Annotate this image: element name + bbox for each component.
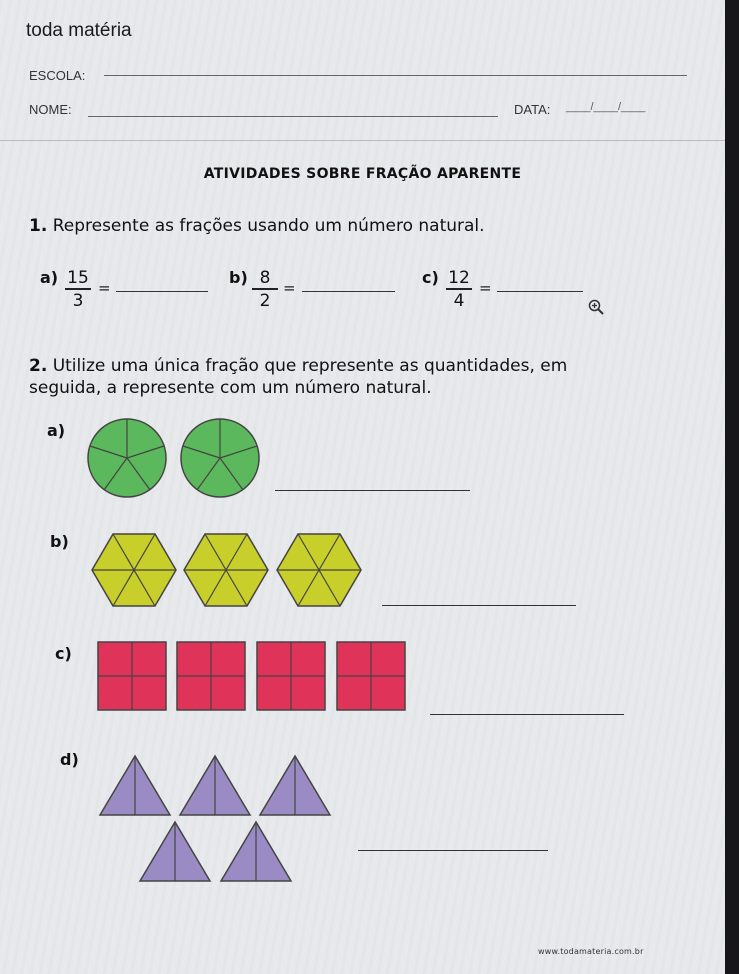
triangle-figure <box>221 822 291 881</box>
q2-item-d-letter: d) <box>60 750 79 769</box>
triangle-figure <box>100 756 170 815</box>
triangle-figure <box>140 822 210 881</box>
q2-item-c-letter: c) <box>55 644 72 663</box>
question-1-number: 1. <box>29 216 48 236</box>
date-label: DATA: <box>514 102 551 117</box>
square-figure <box>337 642 405 710</box>
name-label: NOME: <box>29 102 72 117</box>
square-figure <box>257 642 325 710</box>
date-field[interactable]: ____/____/____ <box>566 101 646 113</box>
triangle-figure <box>180 756 250 815</box>
square-figure <box>98 642 166 710</box>
question-2-number: 2. <box>29 356 48 376</box>
triangle-figure <box>260 756 330 815</box>
q1-item-c-denominator: 4 <box>453 291 465 311</box>
q1-item-c-equals: = <box>479 279 492 297</box>
q1-item-c-letter: c) <box>422 268 439 287</box>
q1-item-b-equals: = <box>283 279 296 297</box>
q1-item-c-numerator: 12 <box>446 268 472 290</box>
q1-item-b-denominator: 2 <box>259 291 271 311</box>
hexagon-figure <box>92 534 176 606</box>
screen-bezel <box>725 0 739 974</box>
school-label: ESCOLA: <box>29 68 86 83</box>
q2-item-b-letter: b) <box>50 532 69 551</box>
brand-logo: toda matéria <box>26 20 132 41</box>
q1-item-b-letter: b) <box>229 268 248 287</box>
hexagon-figure <box>277 534 361 606</box>
q2-item-a-letter: a) <box>47 421 66 440</box>
hexagon-figure <box>184 534 268 606</box>
worksheet-title: ATIVIDADES SOBRE FRAÇÃO APARENTE <box>203 166 522 182</box>
q1-item-a-denominator: 3 <box>72 291 84 311</box>
circle-figure <box>181 419 259 497</box>
q1-item-b-numerator: 8 <box>252 268 278 290</box>
q1-item-a-numerator: 15 <box>65 268 91 290</box>
circle-figure <box>88 419 166 497</box>
q1-item-a-equals: = <box>98 279 111 297</box>
question-2-text-line2: seguida, a represente com um número natural. <box>29 378 432 398</box>
square-figure <box>177 642 245 710</box>
q1-item-a-letter: a) <box>40 268 59 287</box>
question-2-text-line1: Utilize uma única fração que represente as quantidades, em <box>52 356 568 376</box>
question-1-text: Represente as frações usando um número natural. <box>52 216 485 236</box>
footer-url[interactable]: www.todamateria.com.br <box>538 947 644 956</box>
